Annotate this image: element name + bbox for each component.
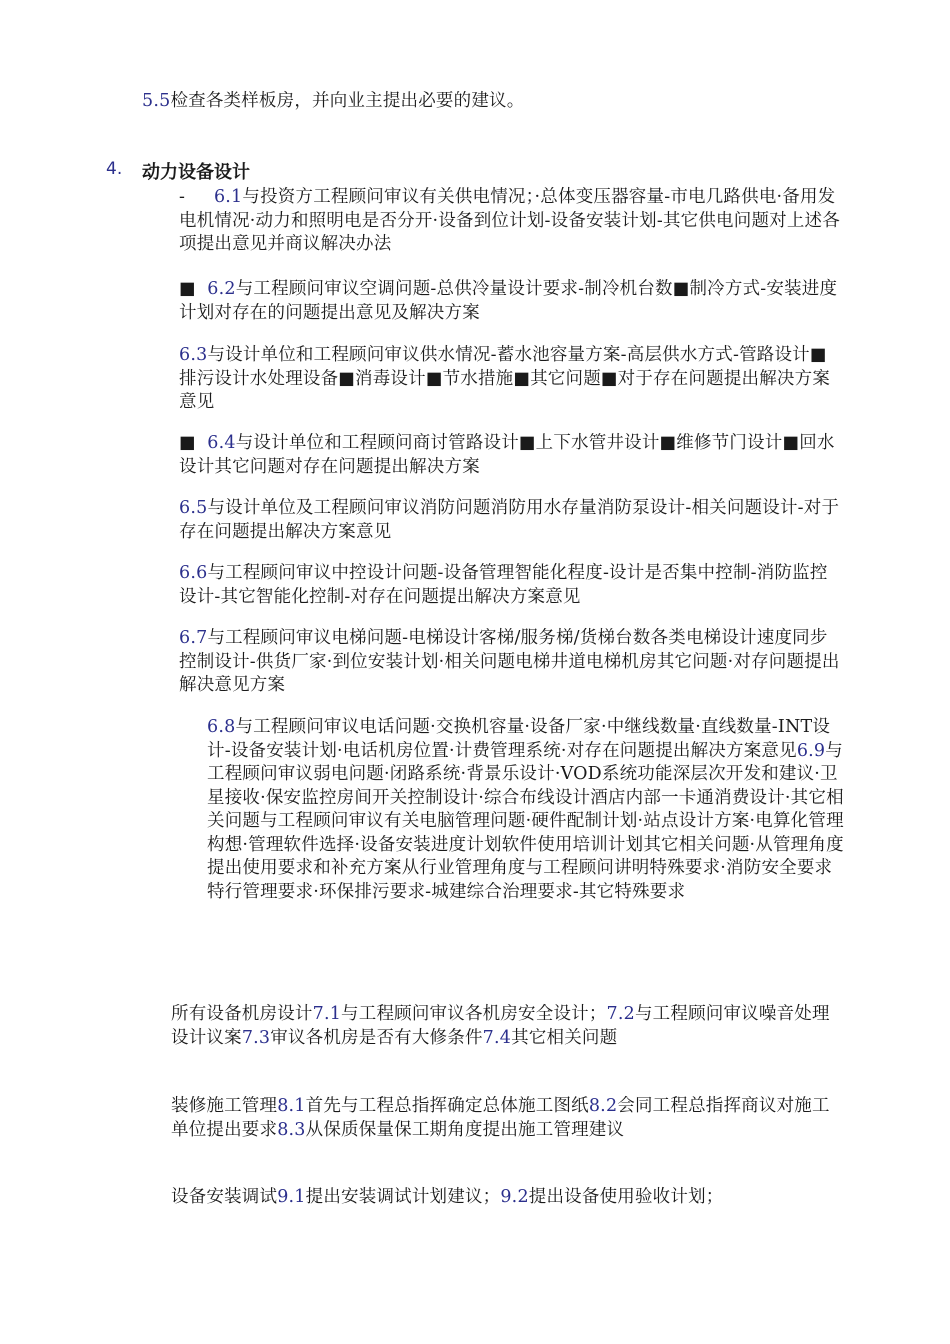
- item-number: 8.3: [277, 1119, 306, 1140]
- item-text: 与设计单位及工程顾问审议消防问题消防用水存量消防泵设计-相关问题设计-对于存在问题提出解决方案意见: [179, 498, 840, 542]
- item-text: 与工程顾问审议中控设计问题-设备管理智能化程度-设计是否集中控制-消防监控设计-其它智能化控制-对存在问题提出解决方案意见: [179, 563, 828, 607]
- item-number: 6.4: [207, 433, 236, 453]
- item-text: 检查各类样板房，并向业主提出必要的建议。: [170, 91, 525, 111]
- paragraph-6-5: [179, 497, 844, 544]
- item-number: 9.2: [500, 1187, 529, 1207]
- list-bullet: ■: [179, 279, 196, 299]
- paragraph-6-4: [179, 432, 844, 479]
- item-number: 6.6: [179, 563, 208, 583]
- item-text: 与工程顾问审议电梯问题-电梯设计客梯/服务梯/货梯台数各类电梯设计速度同步控制设计-供货厂家·到位安装计划·相关问题电梯井道电梯机房其它问题·对存问题提出解决意见方案: [179, 628, 840, 695]
- item-number: 7.2: [606, 1004, 635, 1024]
- item-number: 8.1: [277, 1096, 306, 1116]
- paragraph-6-3: [179, 344, 844, 415]
- item-number: 6.8: [207, 717, 236, 737]
- item-text: 与工程顾问审议空调问题-总供冷量设计要求-制冷机台数■制冷方式-安装进度计划对存在的问题提出意见及解决方案: [179, 279, 838, 323]
- item-number: 6.7: [179, 628, 208, 648]
- item-text: 与投资方工程顾问审议有关供电情况；·总体变压器容量-市电几路供电·备用发电机情况·动力和照明电是否分开·设备到位计划-设备安装计划-其它供电问题对上述各项提出意见并商议解决办法: [179, 187, 840, 254]
- item-text: 会同工程总指挥商议对施工单位提出要求: [171, 1096, 830, 1140]
- section-number: 4.: [106, 159, 123, 179]
- item-text: 首先与工程总指挥确定总体施工图纸: [305, 1096, 589, 1116]
- paragraph-9: [171, 1186, 844, 1210]
- item-text: 与工程顾问审议各机房安全设计；: [341, 1004, 607, 1024]
- paragraph-8: [171, 1095, 844, 1142]
- section-title: 动力设备设计: [142, 162, 250, 183]
- paragraph-6-2: [179, 278, 844, 325]
- item-text: 与设计单位和工程顾问审议供水情况-蓄水池容量方案-高层供水方式-管路设计■排污设计水处理设备■消毒设计■节水措施■其它问题■对于存在问题提出解决方案意见: [179, 345, 831, 412]
- item-number: 6.5: [179, 498, 208, 518]
- item-number: 7.4: [482, 1027, 512, 1048]
- item-text: 其它相关问题: [511, 1027, 618, 1048]
- item-text: 与工程顾问审议噪音处理设计议案: [171, 1004, 830, 1048]
- paragraph-6-8: [207, 716, 844, 904]
- item-text: 提出设备使用验收计划；: [528, 1187, 724, 1207]
- item-number: 9.1: [277, 1187, 306, 1207]
- item-text: 与设计单位和工程顾问商讨管路设计■上下水管井设计■维修节门设计■回水设计其它问题对存在问题提出解决方案: [179, 433, 835, 477]
- item-lead: 设备安装调试: [171, 1187, 278, 1207]
- item-number: 7.3: [241, 1027, 271, 1048]
- item-number: 7.1: [312, 1004, 342, 1024]
- item-number: 6.2: [207, 279, 236, 299]
- list-bullet: ■: [179, 433, 196, 453]
- item-number: 6.9: [796, 740, 826, 761]
- paragraph-7: [171, 1003, 844, 1050]
- item-text: 从保质保量保工期角度提出施工管理建议: [305, 1119, 625, 1140]
- paragraph-6-1: [179, 186, 844, 257]
- item-text: 与工程顾问审议电话问题·交换机容量·设备厂家·中继线数量·直线数量-INT设计-设备安装计划·电话机房位置·计费管理系统·对存在问题提出解决方案意见: [207, 717, 831, 761]
- item-lead: 装修施工管理: [171, 1096, 278, 1116]
- item-text: 提出安装调试计划建议；: [305, 1187, 501, 1207]
- paragraph-5-5: [142, 90, 842, 114]
- item-text: 审议各机房是否有大修条件: [270, 1027, 483, 1048]
- item-number: 6.1: [213, 187, 243, 207]
- list-bullet: -: [179, 187, 186, 207]
- paragraph-6-6: [179, 562, 844, 609]
- item-number: 8.2: [588, 1096, 618, 1116]
- item-number: 6.3: [179, 345, 208, 365]
- item-text: 与工程顾问审议弱电问题·闭路系统·背景乐设计·VOD系统功能深层次开发和建议·卫星接收·保安监控房间开关控制设计·综合布线设计酒店内部一卡通消费设计·其它相关问题与工程顾问审议有关电脑管理问题·硬件配制计划·站点设计方案·电算化管理构想·管理软件选择·设备安装进度计划软件使用培训计划其它相关问题·从管理角度提出使用要求和补充方案从行业管理角度与工程顾问讲明特殊要求·消防安全要求特行管理要求·环保排污要求-城建综合治理要求-其它特殊要求: [207, 740, 844, 902]
- paragraph-6-7: [179, 627, 844, 698]
- item-number: 5.5: [142, 91, 171, 111]
- item-lead: 所有设备机房设计: [171, 1004, 313, 1024]
